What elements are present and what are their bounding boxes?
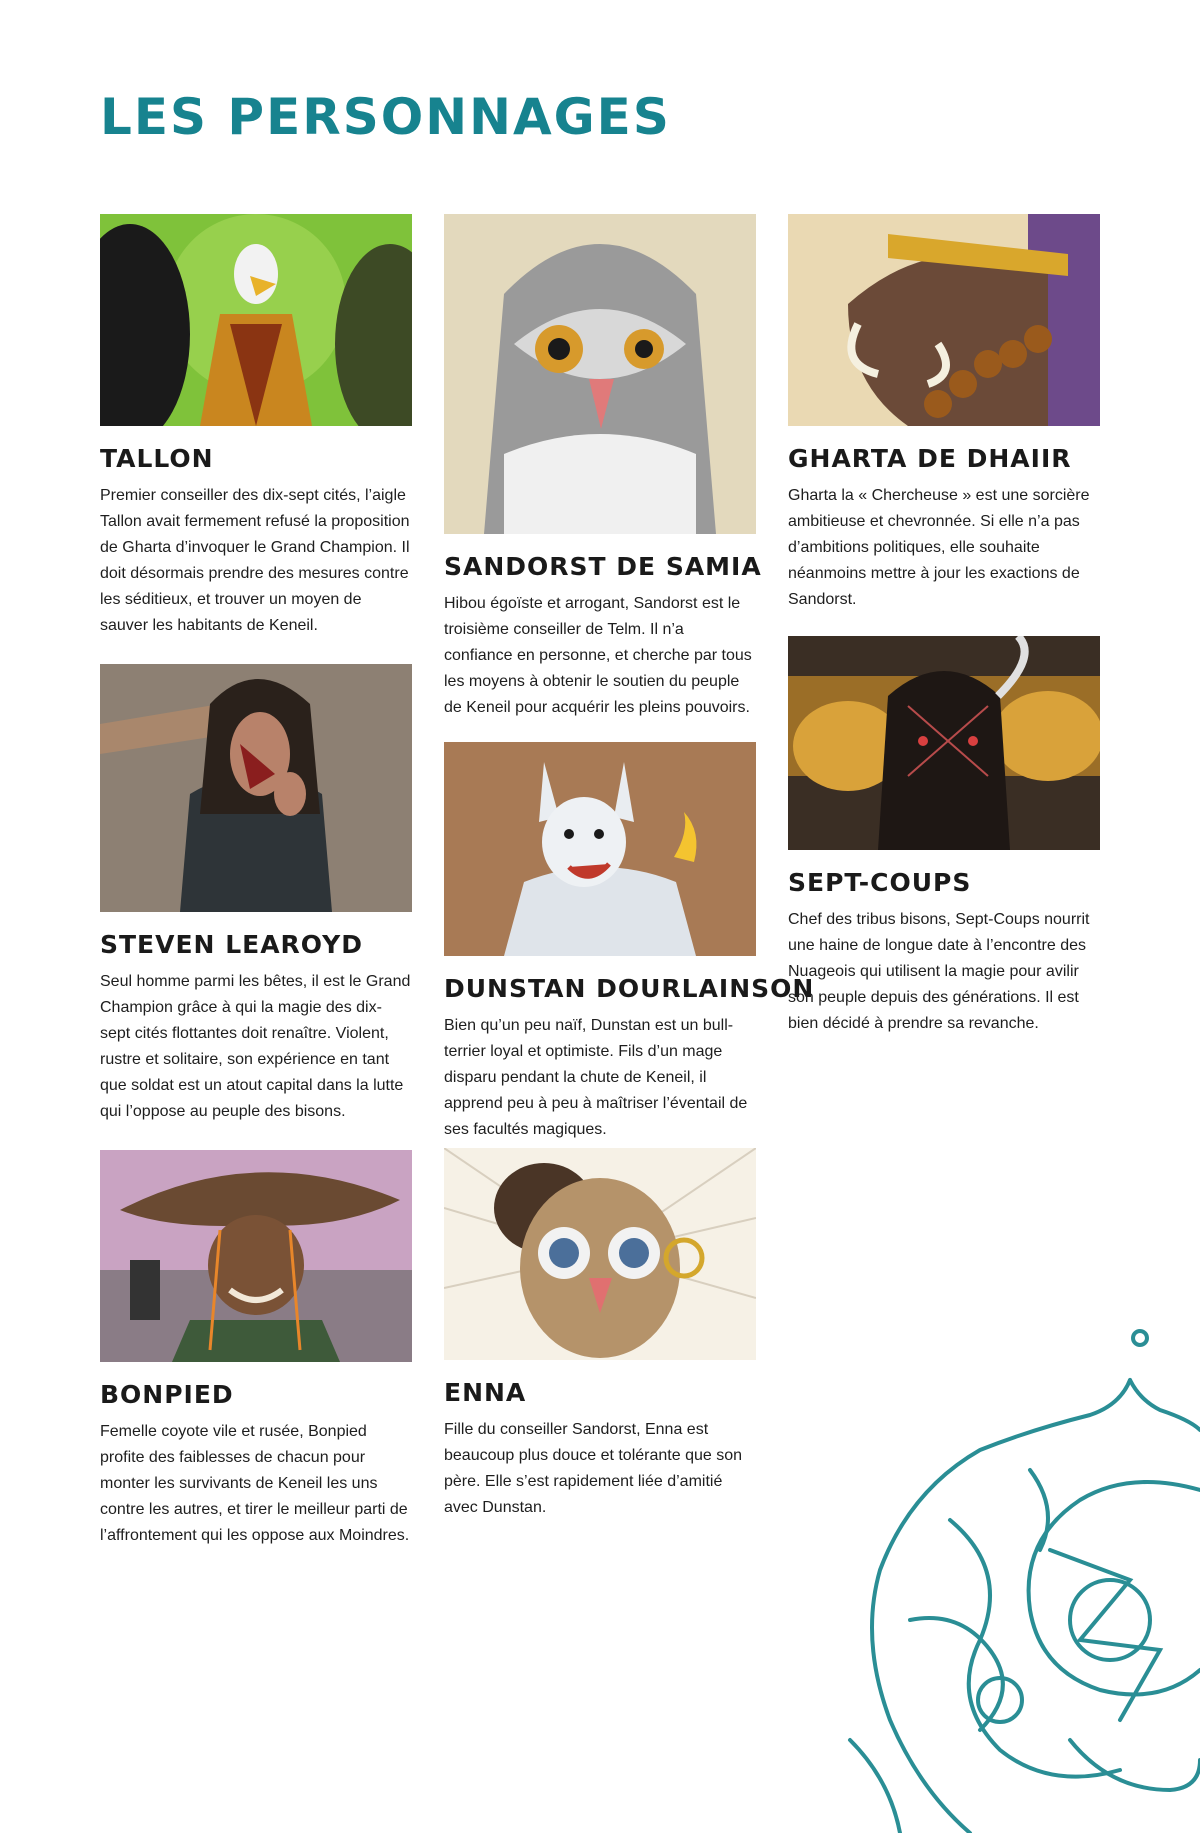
portrait-gharta [788, 214, 1100, 426]
portrait-bonpied [100, 1150, 412, 1362]
character-name: DUNSTAN DOURLAINSON [444, 974, 815, 1003]
character-description: Femelle coyote vile et rusée, Bonpied profite des faiblesses de chacun pour monter les survivants de Keneil les uns contre les autres, et tirer le meilleur parti de l’affrontement qui les oppose aux Moindres. [100, 1423, 410, 1544]
character-card-gharta [788, 214, 1100, 613]
character-name: TALLON [100, 444, 214, 473]
character-description: Chef des tribus bisons, Sept-Coups nourrit une haine de longue date à l’encontre des Nuageois qui utilisent la magie pour avilir son peuple depuis des générations. Il est bien décidé à prendre sa revanche. [788, 911, 1090, 1032]
character-card-tallon [100, 214, 412, 639]
character-name: ENNA [444, 1378, 527, 1407]
character-name: SEPT-COUPS [788, 868, 972, 897]
character-name: GHARTA DE DHAIIR [788, 444, 1072, 473]
character-description: Seul homme parmi les bêtes, il est le Grand Champion grâce à qui la magie des dix-sept cités flottantes doit renaître. Violent, rustre et solitaire, son expérience en tant que soldat est un atout capital dans la lutte qui l’oppose au peuple des bisons. [100, 973, 411, 1120]
portrait-enna [444, 1148, 756, 1360]
portrait-tallon [100, 214, 412, 426]
character-description: Premier conseiller des dix-sept cités, l’aigle Tallon avait fermement refusé la proposition de Gharta d’invoquer le Grand Champion. Il doit désormais prendre des mesures contre les séditieux, et trouver un moyen de sauver les habitants de Keneil. [100, 487, 410, 634]
portrait-sept-coups [788, 636, 1100, 850]
portrait-sandorst [444, 214, 756, 534]
character-name: SANDORST DE SAMIA [444, 552, 762, 581]
character-card-bonpied [100, 1150, 412, 1549]
portrait-steven [100, 664, 412, 912]
character-description: Bien qu’un peu naïf, Dunstan est un bull-terrier loyal et optimiste. Fils d’un mage disparu pendant la chute de Keneil, il apprend peu à peu à maîtriser l’éventail de ses facultés magiques. [444, 1017, 748, 1138]
character-description: Gharta la « Chercheuse » est une sorcière ambitieuse et chevronnée. Si elle n’a pas d’ambitions politiques, elle souhaite néanmoins mettre à jour les exactions de Sandorst. [788, 487, 1090, 608]
portrait-dunstan [444, 742, 756, 956]
character-name: BONPIED [100, 1380, 234, 1409]
character-card-steven [100, 664, 412, 1125]
character-card-enna [444, 1148, 756, 1521]
page-title: LES PERSONNAGES [100, 88, 671, 146]
character-description: Fille du conseiller Sandorst, Enna est beaucoup plus douce et tolérante que son père. Elle s’est rapidement liée d’amitié avec Dunstan. [444, 1421, 743, 1516]
character-card-sandorst [444, 214, 762, 721]
decorative-ornament-icon [830, 1320, 1200, 1833]
character-name: STEVEN LEAROYD [100, 930, 364, 959]
character-card-sept-coups [788, 636, 1100, 1037]
character-card-dunstan [444, 742, 815, 1143]
character-description: Hibou égoïste et arrogant, Sandorst est le troisième conseiller de Telm. Il n’a confiance en personne, et cherche par tous les moyens à obtenir le soutien du peuple de Keneil pour acquérir les pleins pouvoirs. [444, 595, 752, 716]
